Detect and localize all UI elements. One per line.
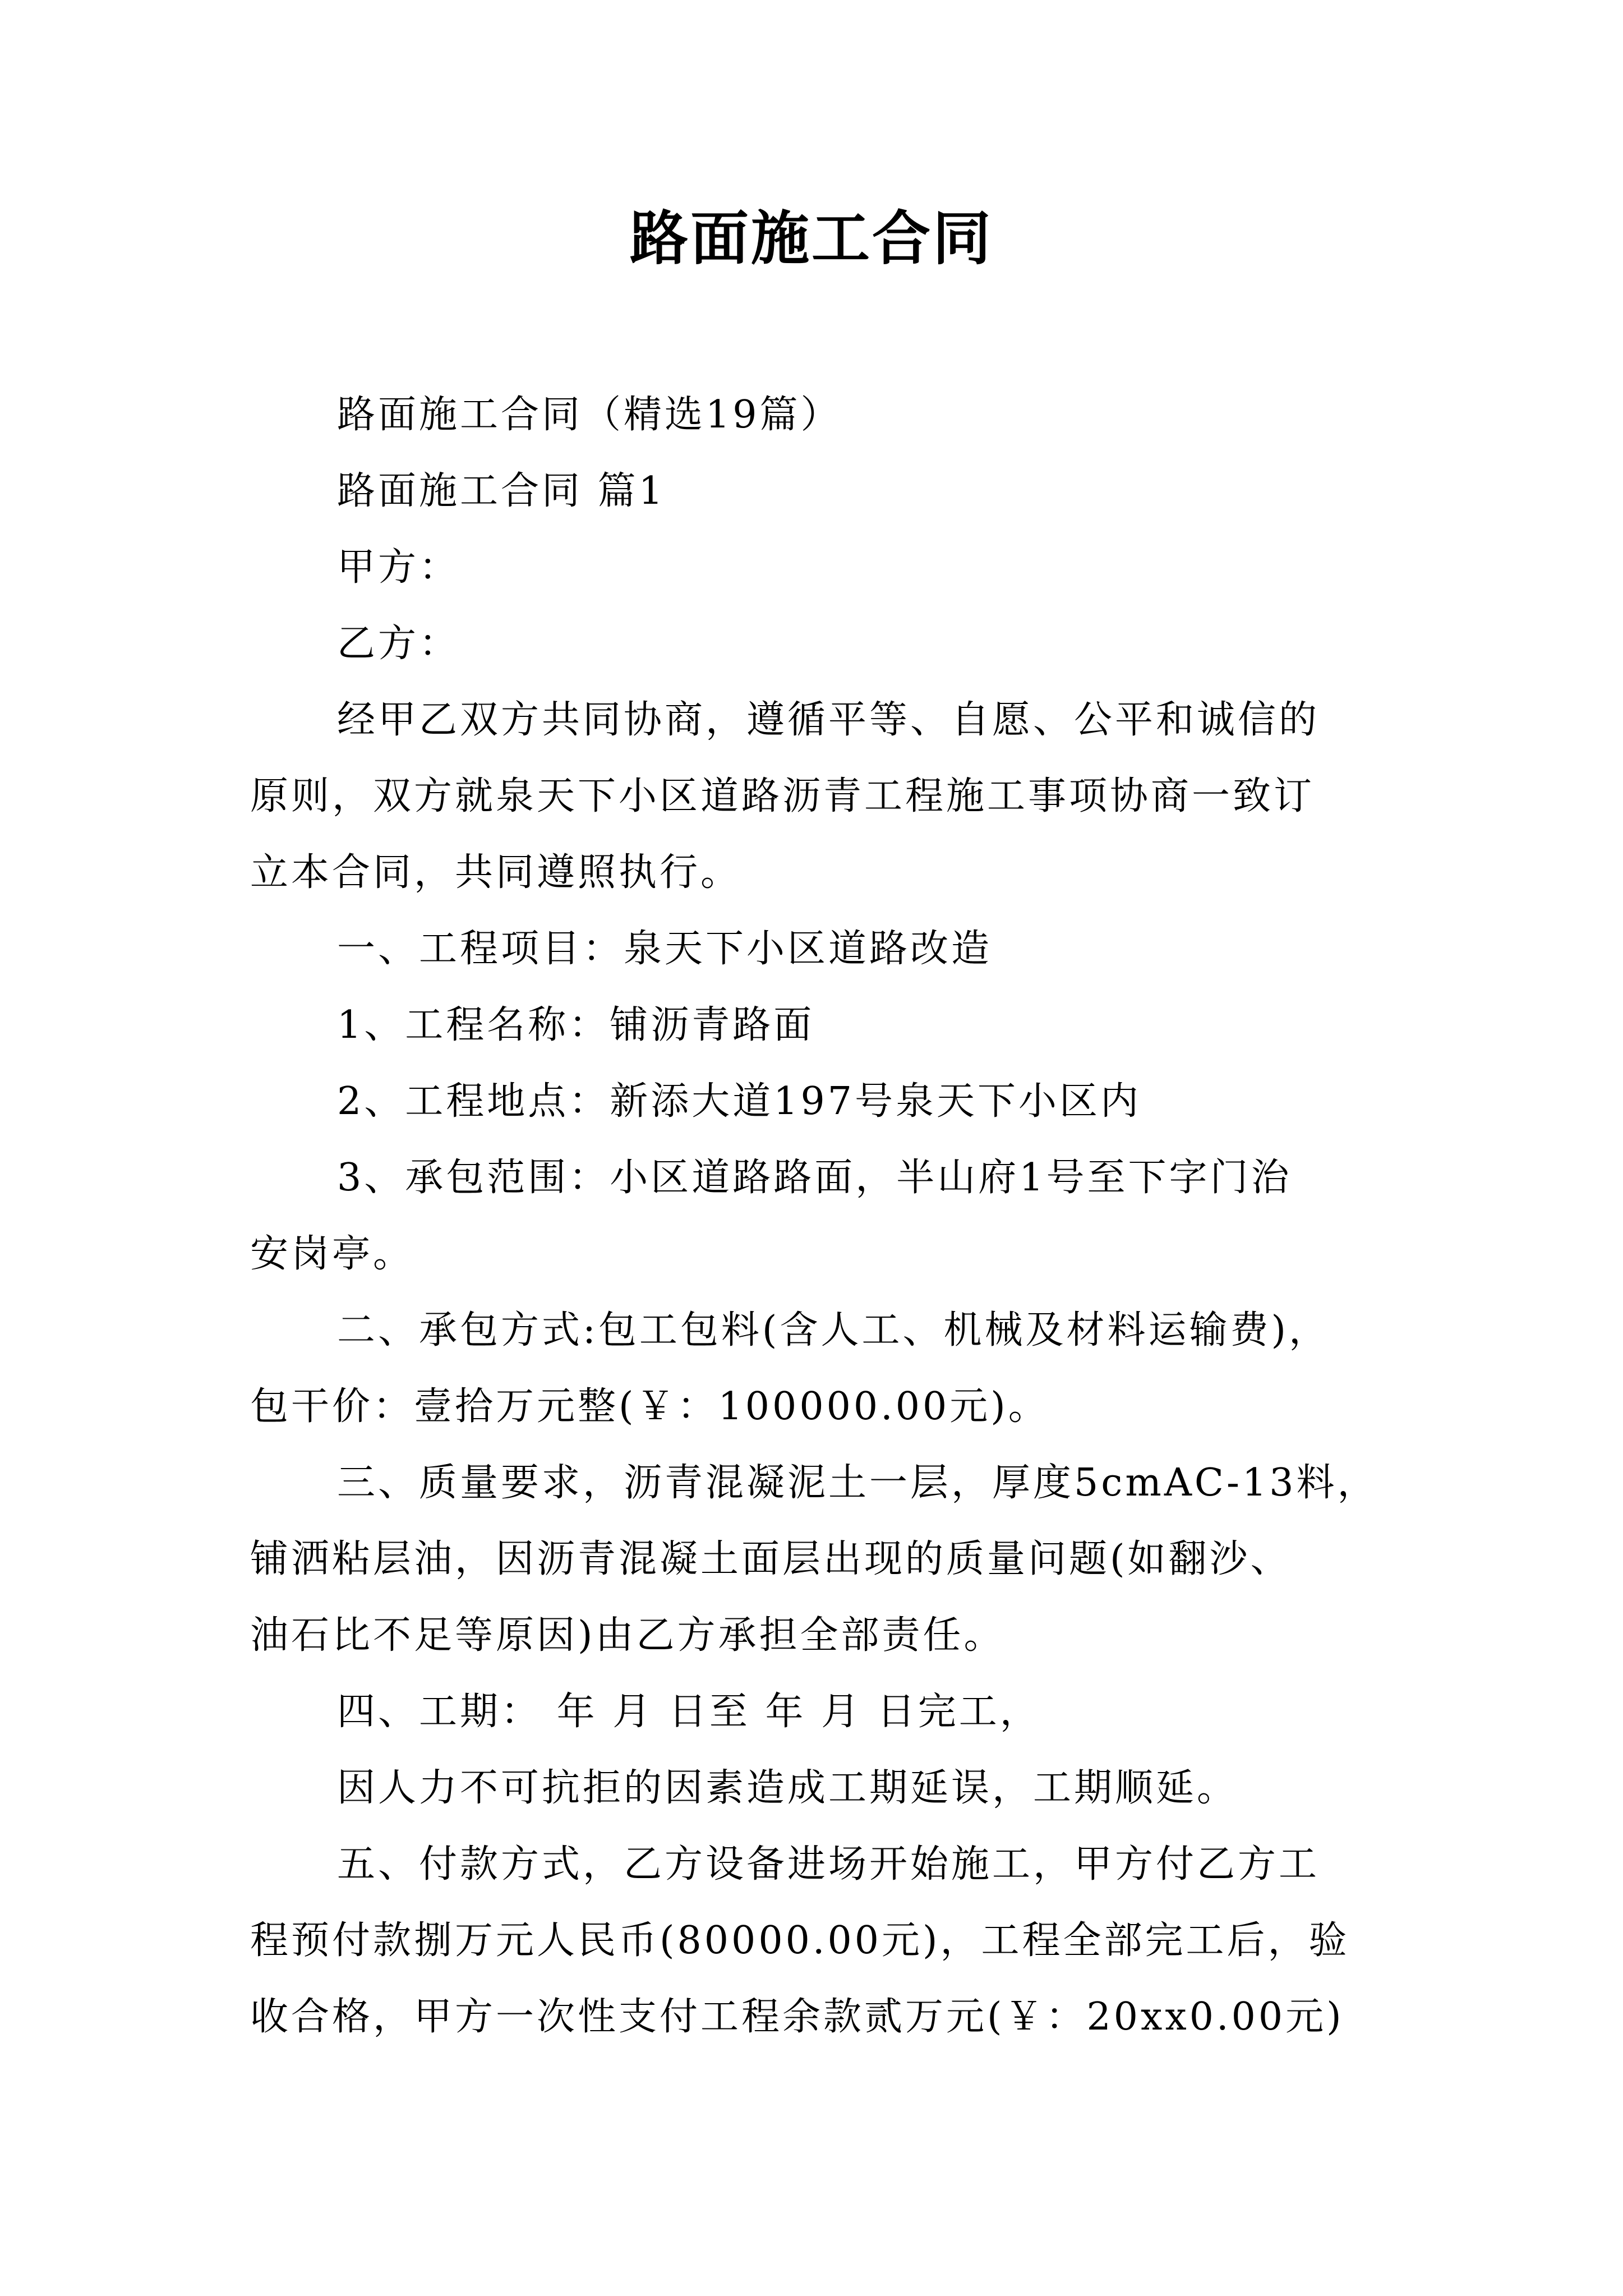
text-line: 因人力不可抗拒的因素造成工期延误，工期顺延。 [337,1766,1238,1810]
text-line: 五、付款方式，乙方设备进场开始施工，甲方付乙方工 [337,1842,1320,1887]
text-line: 1、工程名称：铺沥青路面 [337,1003,815,1047]
text-line: 乙方： [337,622,460,666]
document-title: 路面施工合同 [629,204,993,273]
text-line: 程预付款捌万元人民币(80000.00元)，工程全部完工后，验 [250,1918,1350,1963]
text-line: 四、工期： 年 月 日至 年 月 日完工， [337,1690,1041,1734]
text-line: 路面施工合同（精选19篇） [337,393,842,437]
text-line: 二、承包方式:包工包料(含人工、机械及材料运输费)， [337,1308,1330,1352]
text-line: 三、质量要求，沥青混凝泥土一层，厚度5cmAC-13料， [337,1461,1378,1505]
text-line: 油石比不足等原因)由乙方承担全部责任。 [250,1613,1005,1658]
text-line: 立本合同，共同遵照执行。 [250,850,742,895]
text-line: 安岗亭。 [250,1232,414,1276]
text-line: 路面施工合同 篇1 [337,469,666,513]
text-line: 3、承包范围：小区道路路面，半山府1号至下字门治 [337,1156,1292,1200]
text-line: 包干价：壹拾万元整(￥：100000.00元)。 [250,1384,1049,1429]
text-line: 收合格，甲方一次性支付工程余款贰万元(￥：20xx0.00元) [250,1995,1344,2039]
text-line: 经甲乙双方共同协商，遵循平等、自愿、公平和诚信的 [337,698,1320,742]
text-line: 原则，双方就泉天下小区道路沥青工程施工事项协商一致订 [250,774,1315,818]
text-line: 铺洒粘层油，因沥青混凝土面层出现的质量问题(如翻沙、 [250,1537,1292,1581]
document-body [250,377,1428,2055]
text-line: 2、工程地点：新添大道197号泉天下小区内 [337,1079,1142,1124]
text-line: 甲方： [337,545,460,590]
text-line: 一、工程项目：泉天下小区道路改造 [337,927,993,971]
